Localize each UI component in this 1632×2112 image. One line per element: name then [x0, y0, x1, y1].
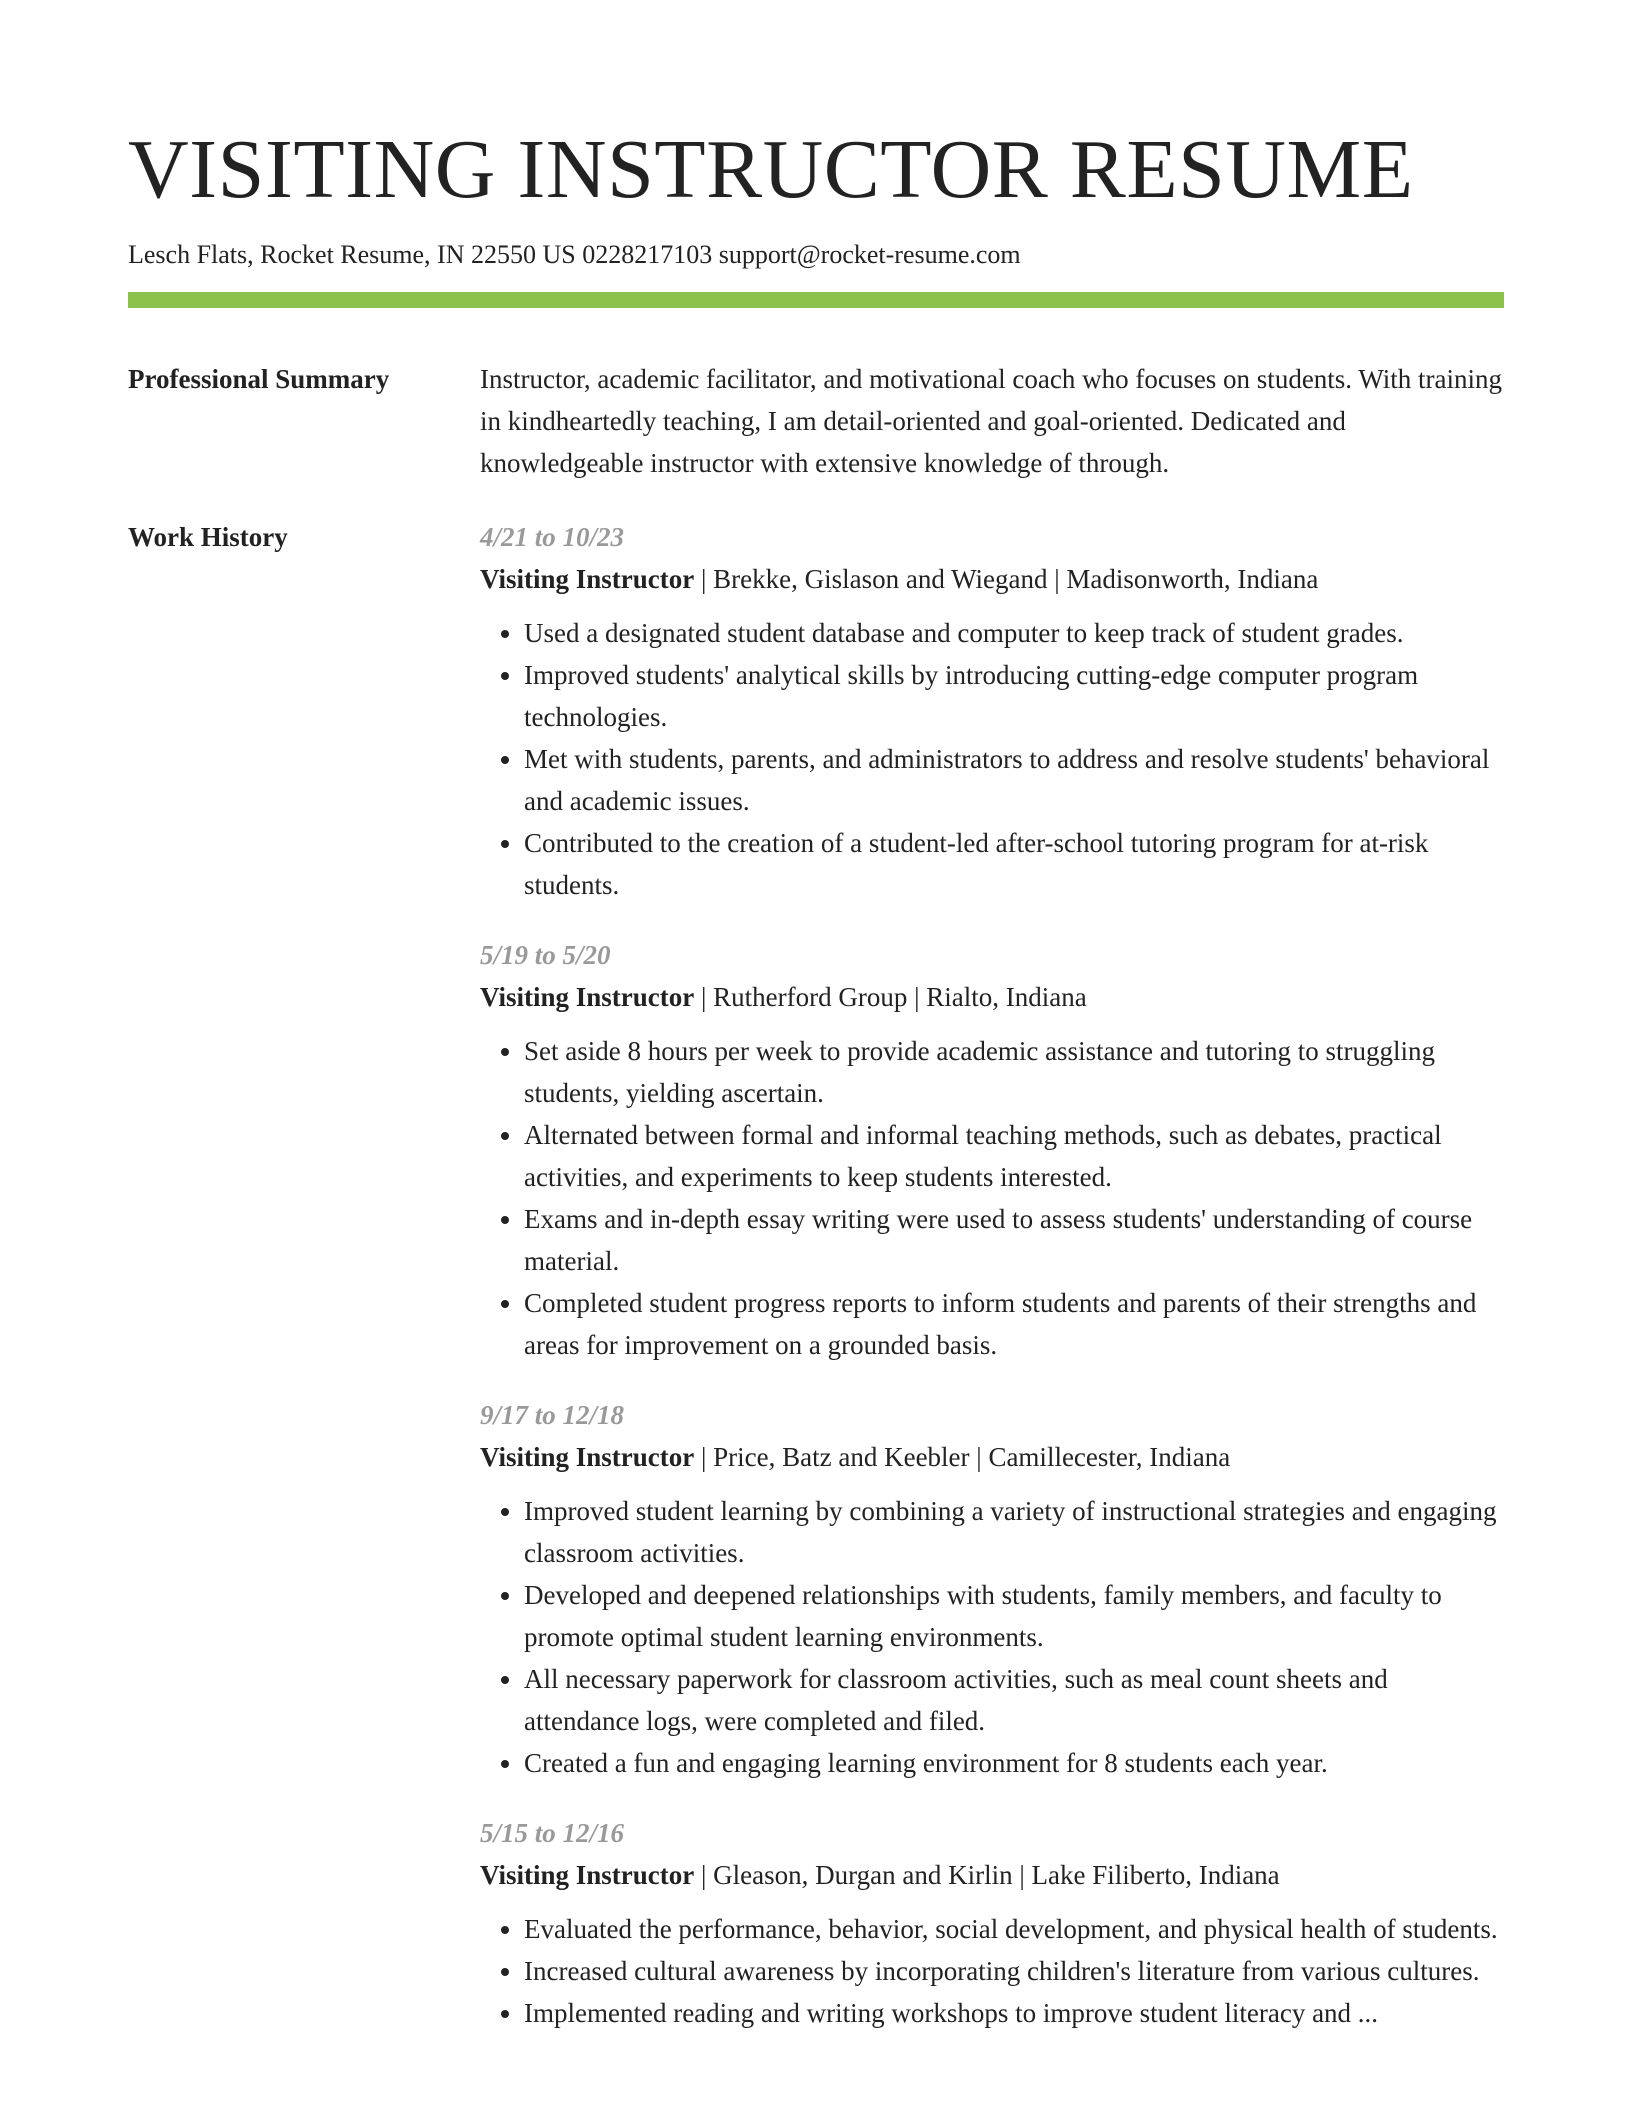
job-heading [480, 558, 1504, 600]
job-heading [480, 1436, 1504, 1478]
job-bullet: • Implemented reading and writing workshops to improve student literacy and ... [524, 1992, 1504, 2034]
job-entry [480, 516, 1504, 906]
resume-title: VISITING INSTRUCTOR RESUME [128, 123, 1414, 216]
job-bullet: • Completed student progress reports to inform students and parents of their strengths and areas for improvement on a grounded basis. [524, 1282, 1504, 1366]
work-history-label: Work History [128, 522, 288, 552]
job-entry [480, 1394, 1504, 1784]
job-entry [480, 934, 1504, 1366]
work-history-section [128, 516, 1504, 2062]
job-bullet: • Improved students' analytical skills by introducing cutting-edge computer program technologies. [524, 654, 1504, 738]
job-bullet: • All necessary paperwork for classroom activities, such as meal count sheets and attendance logs, were completed and filed. [524, 1658, 1504, 1742]
summary-section [128, 358, 1504, 484]
job-dates: 9/17 to 12/18 [480, 1400, 625, 1430]
job-entry [480, 1812, 1504, 2034]
job-bullet: • Exams and in-depth essay writing were used to assess students' understanding of course material. [524, 1198, 1504, 1282]
job-dates: 5/15 to 12/16 [480, 1818, 625, 1848]
job-bullet: • Met with students, parents, and administrators to address and resolve students' behavioral and academic issues. [524, 738, 1504, 822]
job-details: | Brekke, Gislason and Wiegand | Madisonworth, Indiana [694, 564, 1319, 594]
job-title: Visiting Instructor [480, 564, 695, 594]
job-bullet: • Created a fun and engaging learning environment for 8 students each year. [524, 1742, 1504, 1784]
work-history-body [480, 516, 1504, 2062]
job-title: Visiting Instructor [480, 1442, 695, 1472]
resume-page [128, 0, 1504, 2062]
job-dates: 4/21 to 10/23 [480, 522, 625, 552]
job-bullet: • Increased cultural awareness by incorporating children's literature from various cultures. [524, 1950, 1504, 1992]
summary-label: Professional Summary [128, 364, 390, 394]
job-bullet: • Improved student learning by combining a variety of instructional strategies and engaging classroom activities. [524, 1490, 1504, 1574]
job-bullet: • Used a designated student database and computer to keep track of student grades. [524, 612, 1504, 654]
job-bullets [480, 1908, 1504, 2034]
summary-body [480, 358, 1504, 484]
job-bullets [480, 1030, 1504, 1366]
job-bullet: • Contributed to the creation of a student-led after-school tutoring program for at-risk students. [524, 822, 1504, 906]
job-title: Visiting Instructor [480, 982, 695, 1012]
job-bullets [480, 1490, 1504, 1784]
job-dates: 5/19 to 5/20 [480, 940, 611, 970]
job-title: Visiting Instructor [480, 1860, 695, 1890]
job-details: | Rutherford Group | Rialto, Indiana [694, 982, 1087, 1012]
job-bullet: • Alternated between formal and informal teaching methods, such as debates, practical activities, and experiments to keep students interested. [524, 1114, 1504, 1198]
job-bullets [480, 612, 1504, 906]
contact-info: Lesch Flats, Rocket Resume, IN 22550 US 0228217103 support@rocket-resume.com [128, 240, 1021, 269]
job-bullet: • Developed and deepened relationships with students, family members, and faculty to promote optimal student learning environments. [524, 1574, 1504, 1658]
job-heading [480, 1854, 1504, 1896]
summary-text: Instructor, academic facilitator, and motivational coach who focuses on students. With training in kindheartedly teaching, I am detail-oriented and goal-oriented. Dedicated and knowledgeable instructor with extensive knowledge of through. [480, 364, 1502, 478]
job-heading [480, 976, 1504, 1018]
job-details: | Gleason, Durgan and Kirlin | Lake Filiberto, Indiana [694, 1860, 1280, 1890]
job-bullet: • Evaluated the performance, behavior, social development, and physical health of students. [524, 1908, 1504, 1950]
job-details: | Price, Batz and Keebler | Camillecester, Indiana [694, 1442, 1231, 1472]
job-bullet: • Set aside 8 hours per week to provide academic assistance and tutoring to struggling students, yielding ascertain. [524, 1030, 1504, 1114]
header-divider [128, 292, 1504, 308]
